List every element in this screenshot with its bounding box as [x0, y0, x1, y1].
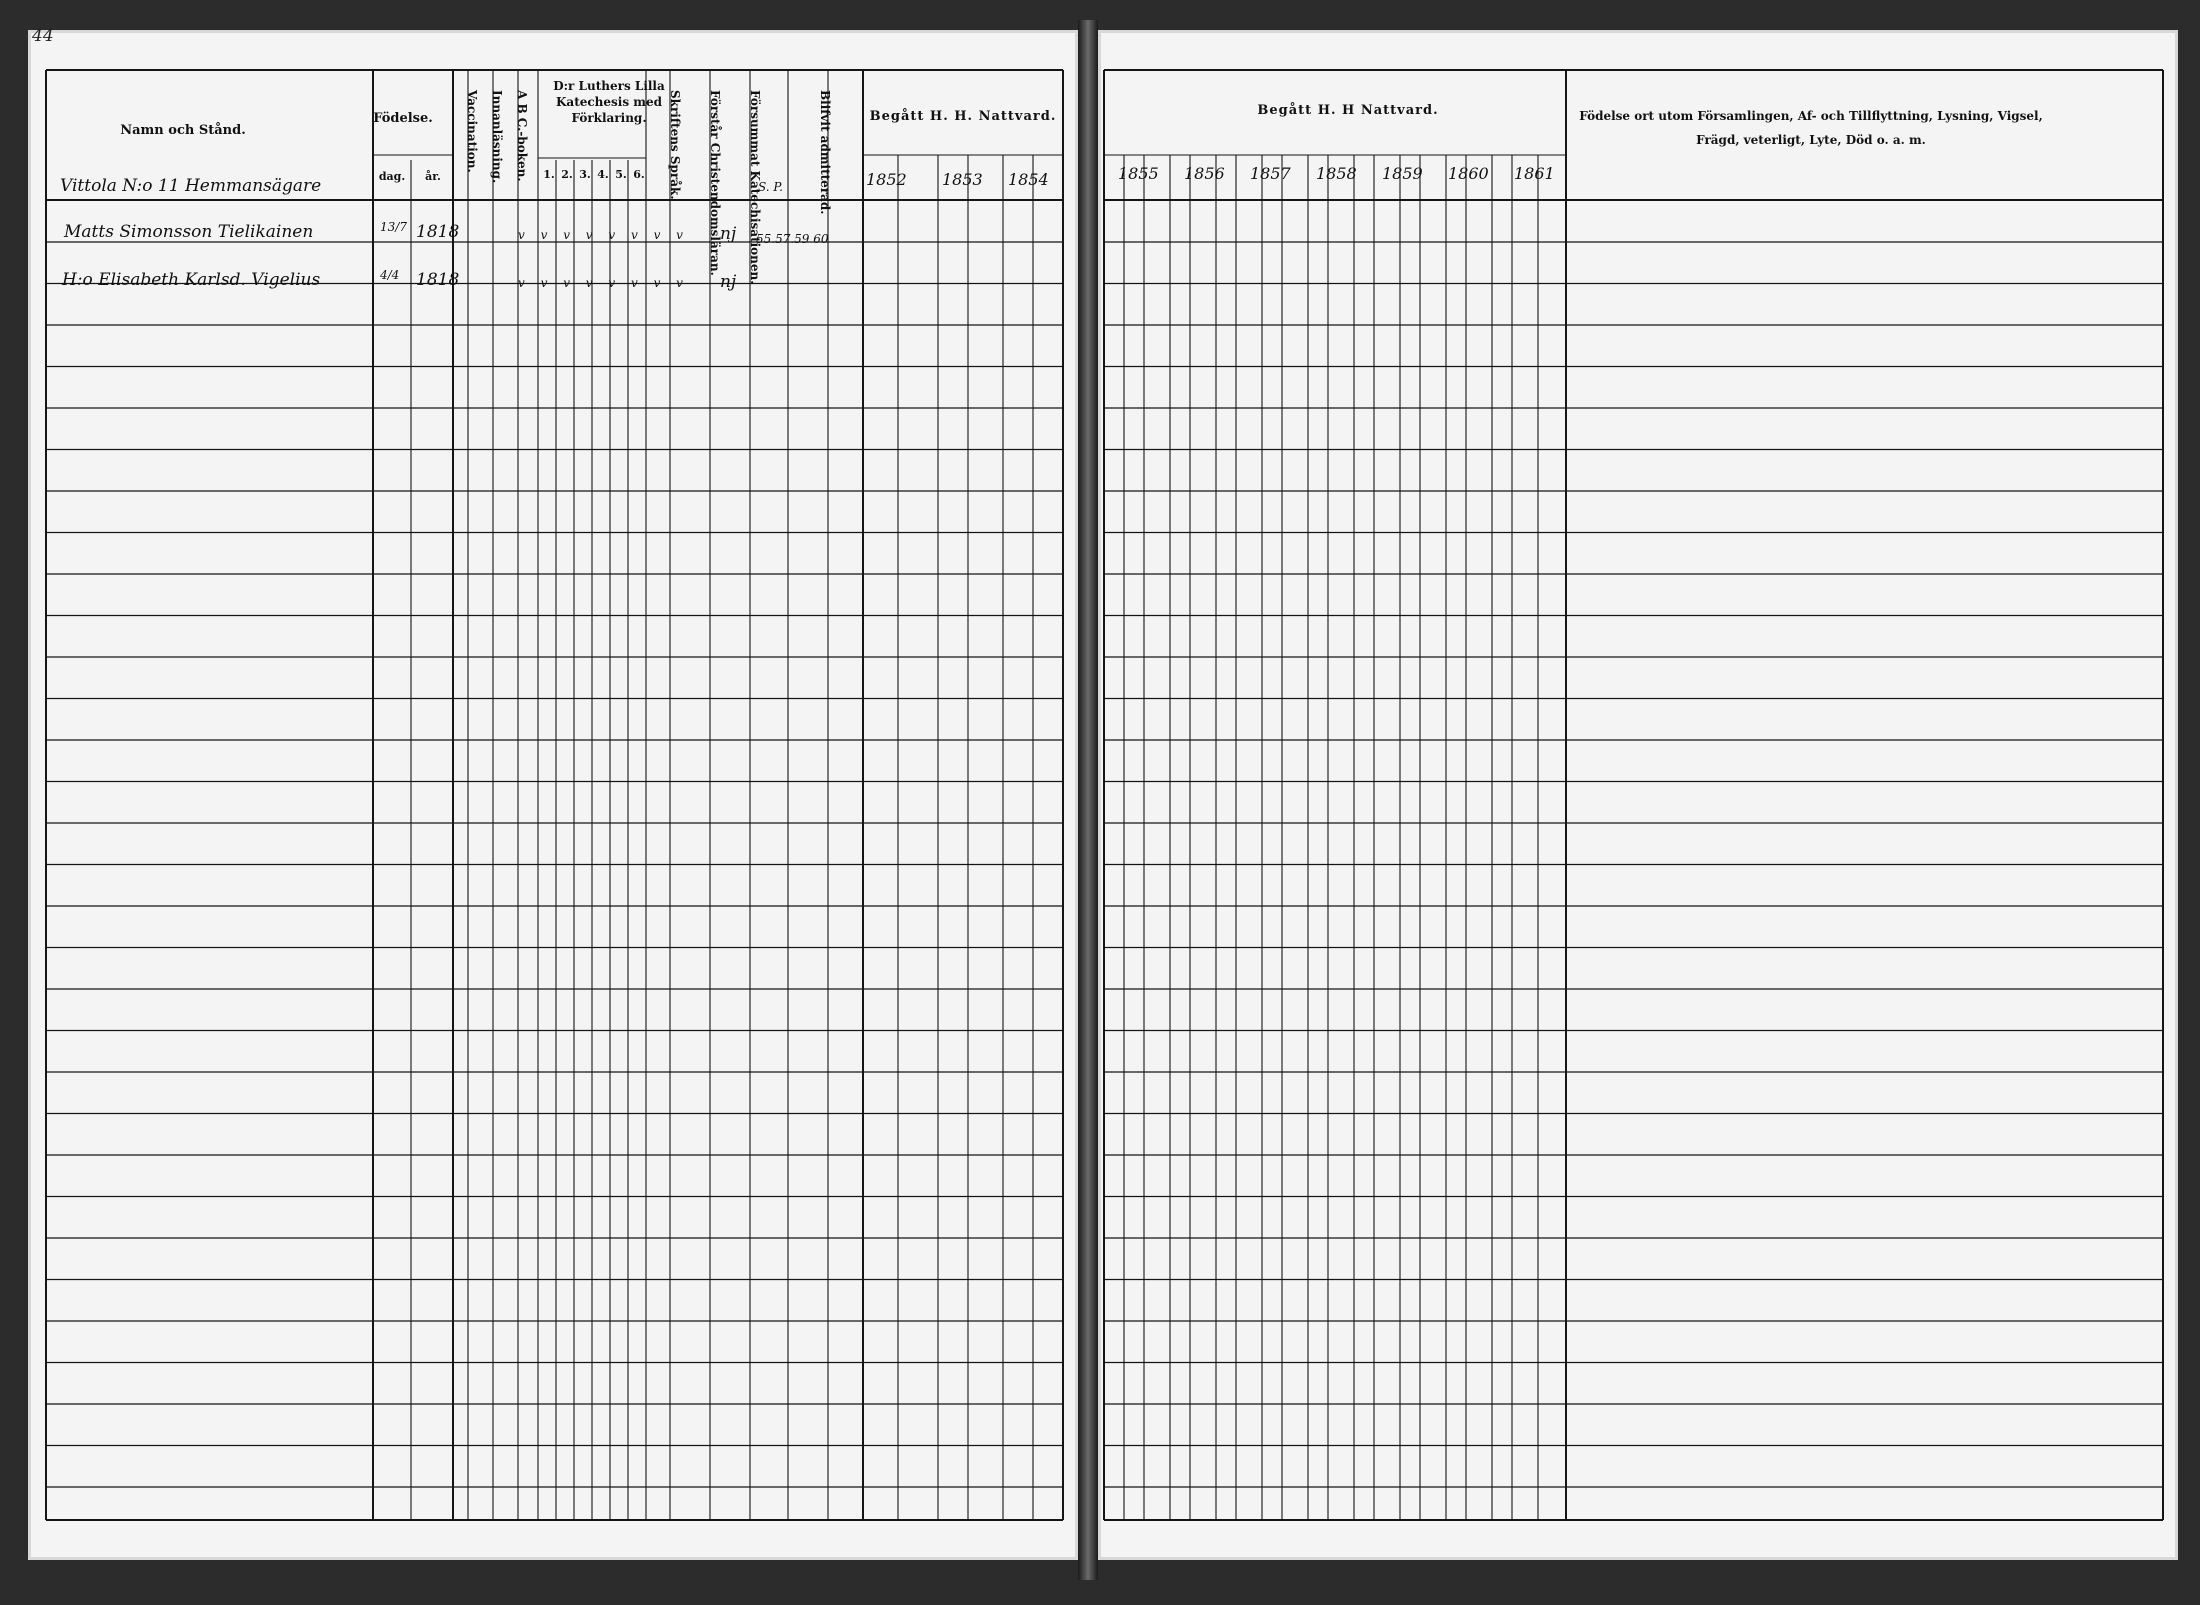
header-fodelse: Födelse.	[373, 111, 433, 126]
header-blifvit: Blifvit admitterad.	[818, 90, 832, 215]
year-1861: 1861	[1514, 164, 1555, 183]
header-begatt-left: Begått H. H. Nattvard.	[869, 109, 1057, 124]
year-1852: 1852	[866, 170, 907, 189]
entry-2-dag: 4/4	[380, 268, 400, 282]
katechesis-col-3: 3.	[579, 168, 591, 181]
katechesis-col-1: 1.	[543, 168, 555, 181]
left-page	[28, 26, 1078, 1560]
year-1857: 1857	[1250, 164, 1291, 183]
header-skriftens: Skriftens Språk.	[668, 90, 682, 200]
header-begatt-right: Begått H. H Nattvard.	[1257, 103, 1439, 118]
header-fodelse-ort: Födelse ort utom Församlingen, Af- och Tillflyttning, Lysning, Vigsel, Frägd, veterligt, Lyte, Död o. a. m.	[1579, 109, 2043, 147]
entry-1-forsummat: 55.57.59 60	[756, 232, 829, 246]
book-gutter	[1078, 20, 1098, 1580]
year-1856: 1856	[1184, 164, 1225, 183]
year-1855: 1855	[1118, 164, 1159, 183]
entry-1-ar: 1818	[416, 222, 460, 242]
katechesis-col-2: 2.	[561, 168, 573, 181]
entry-2-kat: v v v v v v v v	[518, 276, 689, 290]
header-vaccination: Vaccination.	[465, 90, 479, 173]
year-1853: 1853	[942, 170, 983, 189]
right-page	[1098, 30, 2178, 1560]
entry-1-forstar: nj	[720, 224, 737, 244]
year-1860: 1860	[1448, 164, 1489, 183]
header-forstar: Förstår Christendomsläran.	[708, 90, 722, 276]
page-number: 44	[32, 26, 54, 46]
year-1854: 1854	[1008, 170, 1049, 189]
left-ruled-grid	[28, 30, 1078, 1560]
entry-0-forsummat: S. P.	[758, 180, 783, 194]
header-innanlasning: Innanläsning.	[490, 90, 504, 184]
entry-1-name: Matts Simonsson Tielikainen	[64, 222, 314, 242]
katechesis-col-4: 4.	[597, 168, 609, 181]
entry-2-ar: 1818	[416, 270, 460, 290]
entry-2-forstar: nj	[720, 272, 737, 292]
entry-2-name: H:o Elisabeth Karlsd. Vigelius	[62, 270, 321, 290]
header-dag: dag.	[378, 170, 406, 183]
entry-0-name: Vittola N:o 11 Hemmansägare	[60, 176, 322, 196]
entry-1-kat: v v v v v v v v	[518, 228, 689, 242]
katechesis-col-6: 6.	[633, 168, 645, 181]
year-1859: 1859	[1382, 164, 1423, 183]
header-katechesis: D:r Luthers Lilla Katechesis med Förklaring.	[553, 79, 665, 126]
right-ruled-grid	[1098, 30, 2178, 1560]
header-ar: år.	[425, 170, 441, 183]
header-abc: A B C.-boken.	[515, 90, 529, 182]
entry-1-dag: 13/7	[380, 220, 407, 234]
header-name: Namn och Stånd.	[120, 123, 246, 138]
year-1858: 1858	[1316, 164, 1357, 183]
header-forsummat: Försummat Katechisationen.	[748, 90, 762, 285]
katechesis-col-5: 5.	[615, 168, 627, 181]
